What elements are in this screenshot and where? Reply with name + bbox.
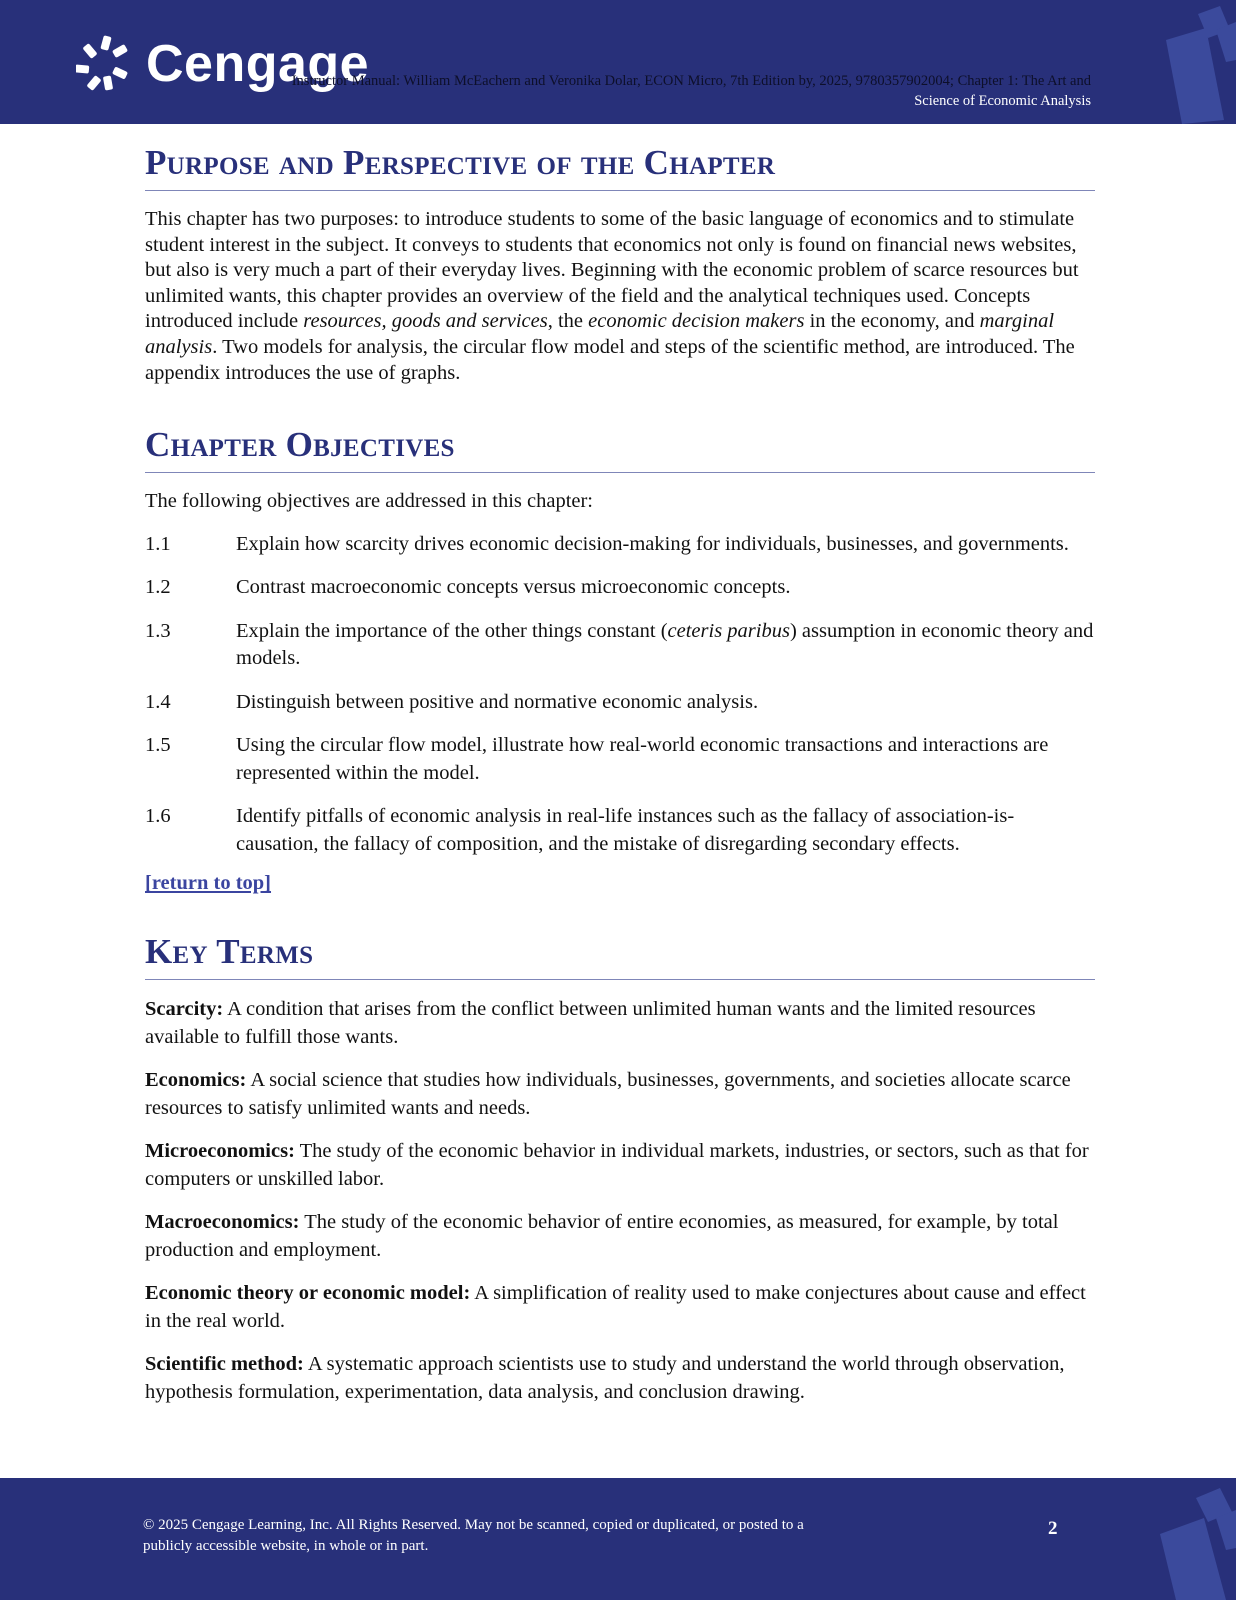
copyright-notice (143, 1515, 883, 1557)
objective-text: Distinguish between positive and normative economic analysis. (236, 690, 759, 713)
objectives-list (145, 531, 1095, 859)
key-term (145, 1351, 1095, 1406)
key-term-definition: The study of the economic behavior of entire economies, as measured, for example, by total production and employment. (145, 1211, 1059, 1261)
copyright-line-2: publicly accessible website, in whole or in part. (143, 1538, 429, 1554)
objectives-intro: The following objectives are addressed in this chapter: (145, 490, 594, 513)
objective-number: 1.3 (145, 619, 171, 642)
document-body (145, 140, 1095, 1406)
objective-item (145, 574, 1095, 602)
key-terms-heading: Key Terms (145, 929, 1095, 980)
purpose-text-b: , the (547, 310, 589, 333)
key-term (145, 1138, 1095, 1193)
key-term-definition: A condition that arises from the conflict between unlimited human wants and the limited resources available to fulfill those wants. (145, 998, 1036, 1048)
header-caption (191, 71, 1091, 111)
purpose-heading: Purpose and Perspective of the Chapter (145, 140, 1095, 191)
objectives-heading: Chapter Objectives (145, 422, 1095, 473)
purpose-text-a: This chapter has two purposes: to introduce students to some of the basic language of economics and to stimulate student interest in the subject. It conveys to students that economics not only is found on financial news websites, but also is very much a part of their everyday lives. Beginning with the economic problem of scarce resources but unlimited wants, this chapter provides an overview of the field and the analytical techniques used. Concepts introduced include (145, 208, 1079, 333)
brand-name: Cengage (146, 35, 370, 93)
key-term (145, 996, 1095, 1051)
purpose-em-1: resources, goods and services (303, 310, 548, 333)
page-footer (0, 1478, 1236, 1600)
objective-text: Using the circular flow model, illustrate how real-world economic transactions and interactions are represented within the model. (236, 734, 1049, 784)
objective-text-a: Explain the importance of the other things constant ( (236, 619, 668, 642)
key-term-name: Microeconomics: (145, 1140, 295, 1163)
purpose-text-c: in the economy, and (804, 310, 980, 333)
page-header (0, 0, 1236, 124)
objective-item (145, 618, 1095, 673)
key-term-definition: A systematic approach scientists use to study and understand the world through observation, hypothesis formulation, experimentation, data analysis, and conclusion drawing. (145, 1353, 1065, 1403)
key-term-name: Economic theory or economic model: (145, 1282, 471, 1305)
objective-item (145, 531, 1095, 559)
objective-text: Identify pitfalls of economic analysis in real-life instances such as the fallacy of association-is-causation, the fallacy of composition, and the mistake of disregarding secondary effects. (236, 805, 1015, 855)
key-term-name: Scientific method: (145, 1353, 304, 1376)
objective-number: 1.4 (145, 690, 171, 713)
key-term (145, 1209, 1095, 1264)
return-to-top-link[interactable]: [return to top] (145, 872, 272, 895)
abstract-tile-icon (1146, 1478, 1236, 1600)
objective-em: ceteris paribus (667, 619, 790, 642)
objective-number: 1.6 (145, 805, 171, 828)
purpose-em-2: economic decision makers (588, 310, 805, 333)
key-terms-list (145, 996, 1095, 1406)
key-term-name: Economics: (145, 1069, 247, 1092)
objective-number: 1.1 (145, 532, 171, 555)
key-term-definition: A simplification of reality used to make conjectures about cause and effect in the real world. (145, 1282, 1086, 1332)
objective-number: 1.5 (145, 734, 171, 757)
page-number: 2 (1048, 1518, 1058, 1539)
key-term-name: Macroeconomics: (145, 1211, 300, 1234)
abstract-tile-icon (1146, 0, 1236, 124)
objective-text (236, 618, 1095, 673)
key-term-name: Scarcity: (145, 998, 224, 1021)
objective-item (145, 689, 1095, 717)
objective-text: Contrast macroeconomic concepts versus microeconomic concepts. (236, 576, 791, 599)
objective-number: 1.2 (145, 576, 171, 599)
key-term (145, 1280, 1095, 1335)
purpose-paragraph (145, 207, 1095, 386)
key-term (145, 1067, 1095, 1122)
header-caption-line-2: Science of Economic Analysis (914, 93, 1091, 109)
copyright-line-1: © 2025 Cengage Learning, Inc. All Rights Reserved. May not be scanned, copied or duplicated, or posted to a (143, 1517, 804, 1533)
purpose-em-3: marginal analysis (145, 310, 1055, 358)
key-term-definition: The study of the economic behavior in individual markets, industries, or sectors, such as that for computers or unskilled labor. (145, 1140, 1089, 1190)
cengage-logo-mark-icon (76, 34, 136, 94)
objective-text-b: ) assumption in economic theory and models. (236, 619, 1094, 670)
objective-item (145, 732, 1095, 787)
objective-text: Explain how scarcity drives economic decision-making for individuals, businesses, and governments. (236, 532, 1069, 555)
objective-item (145, 803, 1095, 858)
header-caption-line-1: Instructor Manual: William McEachern and Veronika Dolar, ECON Micro, 7th Edition by, 2025, 9780357902004; Chapter 1: The Art and (291, 73, 1091, 89)
key-term-definition: A social science that studies how individuals, businesses, governments, and societies allocate scarce resources to satisfy unlimited wants and needs. (145, 1069, 1071, 1119)
purpose-text-d: . Two models for analysis, the circular flow model and steps of the scientific method, are introduced. The appendix introduces the use of graphs. (145, 335, 1075, 384)
